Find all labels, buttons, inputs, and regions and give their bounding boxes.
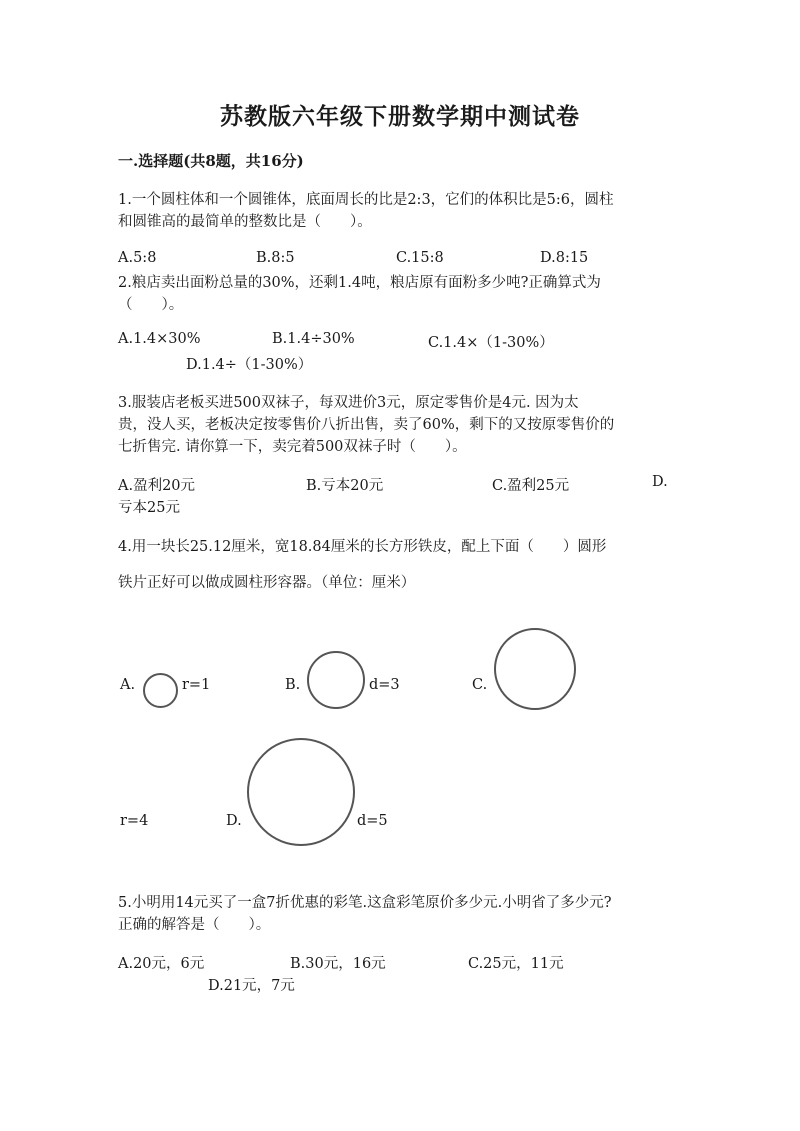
circle-b bbox=[307, 651, 365, 709]
q4-note-a: r=1 bbox=[182, 677, 211, 693]
q3-option-b: B.亏本20元 bbox=[306, 478, 384, 494]
q1-text-line2: 和圆锥高的最简单的整数比是（ ）。 bbox=[118, 214, 372, 230]
q4-text-line2: 铁片正好可以做成圆柱形容器。（单位：厘米） bbox=[118, 575, 416, 591]
q5-option-c: C.25元，11元 bbox=[468, 956, 564, 972]
q2-option-b: B.1.4÷30% bbox=[272, 331, 355, 347]
q4-note-d: d=5 bbox=[357, 813, 388, 829]
q2-option-c: C.1.4×（1-30%） bbox=[428, 335, 554, 351]
circle-a bbox=[143, 673, 178, 708]
q2-text-line1: 2.粮店卖出面粉总量的30%，还剩1.4吨，粮店原有面粉多少吨?正确算式为 bbox=[118, 275, 601, 291]
q1-option-d: D.8:15 bbox=[540, 250, 589, 266]
q5-option-a: A.20元，6元 bbox=[118, 956, 205, 972]
q1-option-b: B.8:5 bbox=[256, 250, 295, 266]
q3-text-line3: 七折售完. 请你算一下，卖完着500双袜子时（ ）。 bbox=[118, 439, 467, 455]
q4-label-d: D. bbox=[226, 813, 242, 829]
q3-option-d: D. bbox=[652, 474, 668, 490]
page-title: 苏教版六年级下册数学期中测试卷 bbox=[220, 103, 580, 130]
q5-option-d: D.21元，7元 bbox=[208, 978, 295, 994]
q4-note-c: r=4 bbox=[120, 813, 149, 829]
q3-text-line2: 贵，没人买，老板决定按零售价八折出售，卖了60%，剩下的又按原零售价的 bbox=[118, 417, 615, 433]
q4-label-b: B. bbox=[285, 677, 301, 693]
q4-note-b: d=3 bbox=[369, 677, 400, 693]
q5-option-b: B.30元，16元 bbox=[290, 956, 386, 972]
q5-text-line2: 正确的解答是（ ）。 bbox=[118, 917, 271, 933]
q1-text-line1: 1.一个圆柱体和一个圆锥体，底面周长的比是2:3，它们的体积比是5:6，圆柱 bbox=[118, 192, 614, 208]
circle-c bbox=[494, 628, 576, 710]
q1-option-c: C.15:8 bbox=[396, 250, 444, 266]
q2-option-a: A.1.4×30% bbox=[118, 331, 201, 347]
q3-option-d-text: 亏本25元 bbox=[118, 500, 180, 516]
q3-option-a: A.盈利20元 bbox=[118, 478, 196, 494]
q3-option-c: C.盈利25元 bbox=[492, 478, 570, 494]
circle-d bbox=[247, 738, 355, 846]
section-heading: 一.选择题(共8题，共16分) bbox=[118, 152, 304, 170]
q2-text-line2: （ ）。 bbox=[118, 297, 184, 313]
q3-text-line1: 3.服装店老板买进500双袜子，每双进价3元，原定零售价是4元. 因为太 bbox=[118, 395, 579, 411]
q5-text-line1: 5.小明用14元买了一盒7折优惠的彩笔.这盒彩笔原价多少元.小明省了多少元? bbox=[118, 895, 612, 911]
q1-option-a: A.5:8 bbox=[118, 250, 157, 266]
q4-text-line1: 4.用一块长25.12厘米，宽18.84厘米的长方形铁皮，配上下面（ ）圆形 bbox=[118, 539, 607, 555]
q4-label-c: C. bbox=[472, 677, 488, 693]
q4-label-a: A. bbox=[120, 677, 136, 693]
q2-option-d: D.1.4÷（1-30%） bbox=[186, 357, 313, 373]
